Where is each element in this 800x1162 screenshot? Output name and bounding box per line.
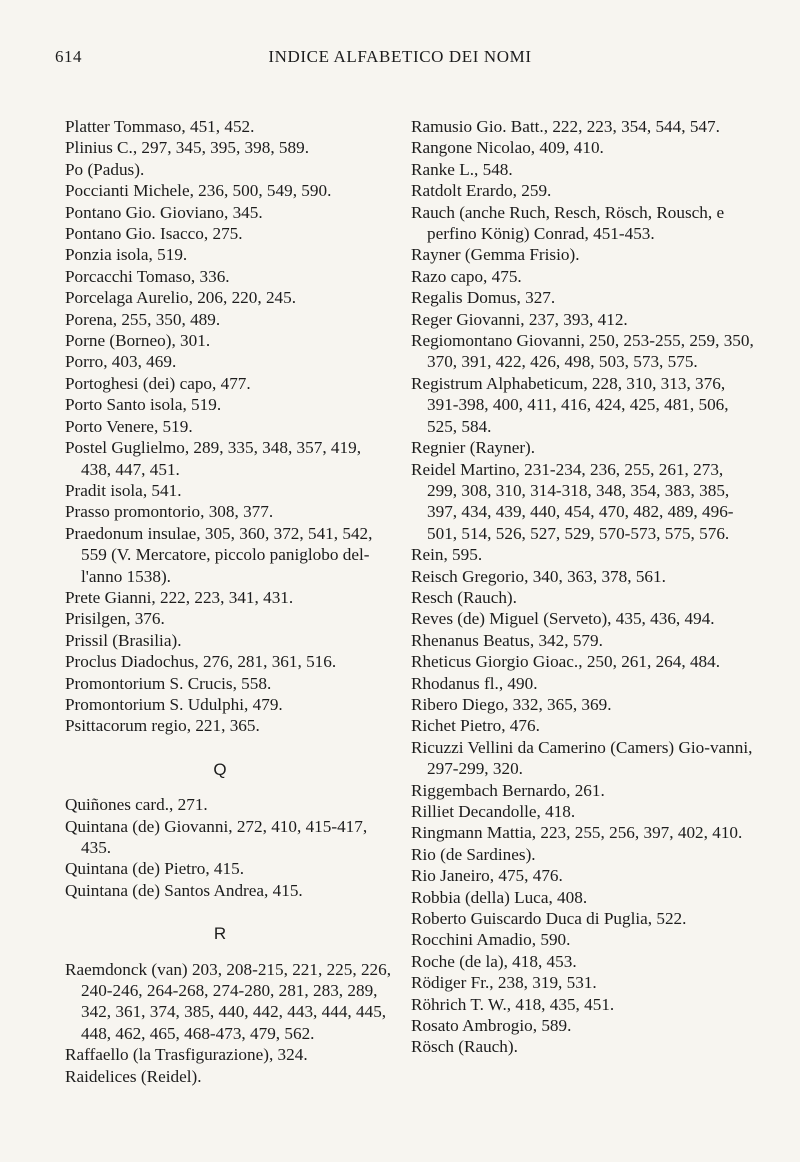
index-entry: Rilliet Decandolle, 418.	[411, 802, 576, 821]
page-header	[0, 47, 800, 77]
index-entry: Regiomontano Giovanni, 250, 253-255, 259, 350, 370, 391, 422, 426, 498, 503, 573, 575.	[411, 331, 754, 372]
left-column	[65, 116, 395, 1087]
index-entry: Porto Santo isola, 519.	[65, 395, 222, 415]
index-entry: Porne (Borneo), 301.	[65, 331, 211, 351]
index-entry: Ponzia isola, 519.	[65, 245, 188, 265]
index-entry: Postel Guglielmo, 289, 335, 348, 357, 419, 438, 447, 451.	[65, 438, 362, 479]
index-entry: Quintana (de) Giovanni, 272, 410, 415-417, 435.	[65, 816, 368, 857]
index-entry: Prissil (Brasilia).	[65, 630, 182, 650]
index-entry: Reger Giovanni, 237, 393, 412.	[411, 309, 628, 329]
index-entry: Roberto Guiscardo Duca di Puglia, 522.	[411, 909, 687, 929]
index-entry: Rhenanus Beatus, 342, 579.	[411, 630, 603, 650]
index-entry: Proclus Diadochus, 276, 281, 361, 516.	[65, 652, 337, 672]
index-entry: Rio (de Sardines).	[411, 844, 536, 864]
index-entry: Reisch Gregorio, 340, 363, 378, 561.	[411, 566, 666, 586]
index-entry: Poccianti Michele, 236, 500, 549, 590.	[65, 181, 332, 201]
index-entry: Reves (de) Miguel (Serveto), 435, 436, 494.	[411, 609, 715, 629]
index-entry: Roche (de la), 418, 453.	[411, 951, 577, 971]
q-entries-list	[65, 794, 395, 901]
index-entry: Ratdolt Erardo, 259.	[411, 181, 552, 201]
right-column	[411, 116, 756, 1058]
index-entry: Rangone Nicolao, 409, 410.	[411, 138, 604, 158]
index-entry: Psittacorum regio, 221, 365.	[65, 716, 260, 736]
index-entry: Quintana (de) Pietro, 415.	[65, 859, 244, 879]
r-entries-list-left	[65, 959, 395, 1087]
index-entry: Quintana (de) Santos Andrea, 415.	[65, 880, 303, 900]
running-title: INDICE ALFABETICO DEI NOMI	[268, 47, 532, 66]
index-entry: Rio Janeiro, 475, 476.	[411, 866, 563, 886]
index-entry: Porcacchi Tomaso, 336.	[65, 266, 230, 286]
index-entry: Prisilgen, 376.	[65, 609, 165, 629]
index-entry: Rhodanus fl., 490.	[411, 673, 538, 693]
index-entry: Po (Padus).	[65, 159, 145, 179]
index-entry: Regalis Domus, 327.	[411, 288, 556, 308]
index-entry: Plinius C., 297, 345, 395, 398, 589.	[65, 138, 309, 158]
index-entry: Ramusio Gio. Batt., 222, 223, 354, 544, 547.	[411, 117, 720, 136]
index-entry: Pontano Gio. Gioviano, 345.	[65, 202, 263, 222]
index-entry: Rheticus Giorgio Gioac., 250, 261, 264, 484.	[411, 652, 721, 672]
index-entry: Rödiger Fr., 238, 319, 531.	[411, 973, 597, 993]
index-entry: Raidelices (Reidel).	[65, 1066, 202, 1086]
index-entry: Pontano Gio. Isacco, 275.	[65, 224, 243, 244]
index-entry: Ringmann Mattia, 223, 255, 256, 397, 402, 410.	[411, 823, 743, 843]
index-entry: Ribero Diego, 332, 365, 369.	[411, 694, 612, 714]
index-entry: Quiñones card., 271.	[65, 795, 208, 815]
index-entry: Registrum Alphabeticum, 228, 310, 313, 376, 391-398, 400, 411, 416, 424, 425, 481, 506, 525, 584.	[411, 373, 729, 436]
index-entry: Pradit isola, 541.	[65, 480, 182, 500]
index-entry: Porto Venere, 519.	[65, 416, 193, 436]
index-entry: Ranke L., 548.	[411, 159, 513, 179]
index-entry: Ricuzzi Vellini da Camerino (Camers) Gio-vanni, 297-299, 320.	[411, 737, 753, 779]
section-letter-q: Q	[213, 759, 227, 779]
index-entry: Prasso promontorio, 308, 377.	[65, 502, 274, 522]
index-entry: Porro, 403, 469.	[65, 352, 177, 372]
index-entry: Rauch (anche Ruch, Resch, Rösch, Rousch, e perfino König) Conrad, 451-453.	[411, 202, 725, 244]
index-entry: Praedonum insulae, 305, 360, 372, 541, 542, 559 (V. Mercatore, piccolo paniglobo del-l'anno 1538).	[65, 523, 373, 586]
index-entry: Röhrich T. W., 418, 435, 451.	[411, 994, 615, 1014]
section-letter-r: R	[213, 924, 227, 944]
index-entry: Robbia (della) Luca, 408.	[411, 887, 588, 907]
page-number: 614	[55, 47, 82, 66]
index-entry: Rosato Ambrogio, 589.	[411, 1016, 572, 1036]
index-entry: Raffaello (la Trasfigurazione), 324.	[65, 1045, 308, 1065]
index-entry: Porcelaga Aurelio, 206, 220, 245.	[65, 288, 297, 308]
index-entry: Reidel Martino, 231-234, 236, 255, 261, 273, 299, 308, 310, 314-318, 348, 354, 383, 385, 397, 434, 439, 440, 454, 470, 482, 489, 496-501, 514, 526, 527, 529, 570-573, 575, 576.	[411, 459, 734, 543]
index-entry: Platter Tommaso, 451, 452.	[65, 117, 255, 136]
index-entry: Richet Pietro, 476.	[411, 716, 540, 736]
index-entry: Prete Gianni, 222, 223, 341, 431.	[65, 587, 294, 607]
index-entry: Razo capo, 475.	[411, 266, 522, 286]
index-entry: Rösch (Rauch).	[411, 1037, 518, 1057]
index-entry: Promontorium S. Udulphi, 479.	[65, 694, 283, 714]
index-entry: Rocchini Amadio, 590.	[411, 930, 571, 950]
index-entry: Portoghesi (dei) capo, 477.	[65, 373, 251, 393]
p-entries-list	[65, 116, 395, 737]
index-entry: Resch (Rauch).	[411, 587, 517, 607]
index-entry: Raemdonck (van) 203, 208-215, 221, 225, 226, 240-246, 264-268, 274-280, 281, 283, 289, 342, 361, 374, 385, 440, 442, 443, 444, 445, 448, 462, 465, 468-473, 479, 562.	[65, 959, 392, 1043]
index-entry: Promontorium S. Crucis, 558.	[65, 673, 272, 693]
index-entry: Rayner (Gemma Frisio).	[411, 245, 580, 265]
index-entry: Riggembach Bernardo, 261.	[411, 780, 605, 800]
r-entries-list-right	[411, 116, 756, 1058]
index-entry: Regnier (Rayner).	[411, 438, 536, 458]
index-entry: Porena, 255, 350, 489.	[65, 309, 221, 329]
index-entry: Rein, 595.	[411, 545, 483, 565]
